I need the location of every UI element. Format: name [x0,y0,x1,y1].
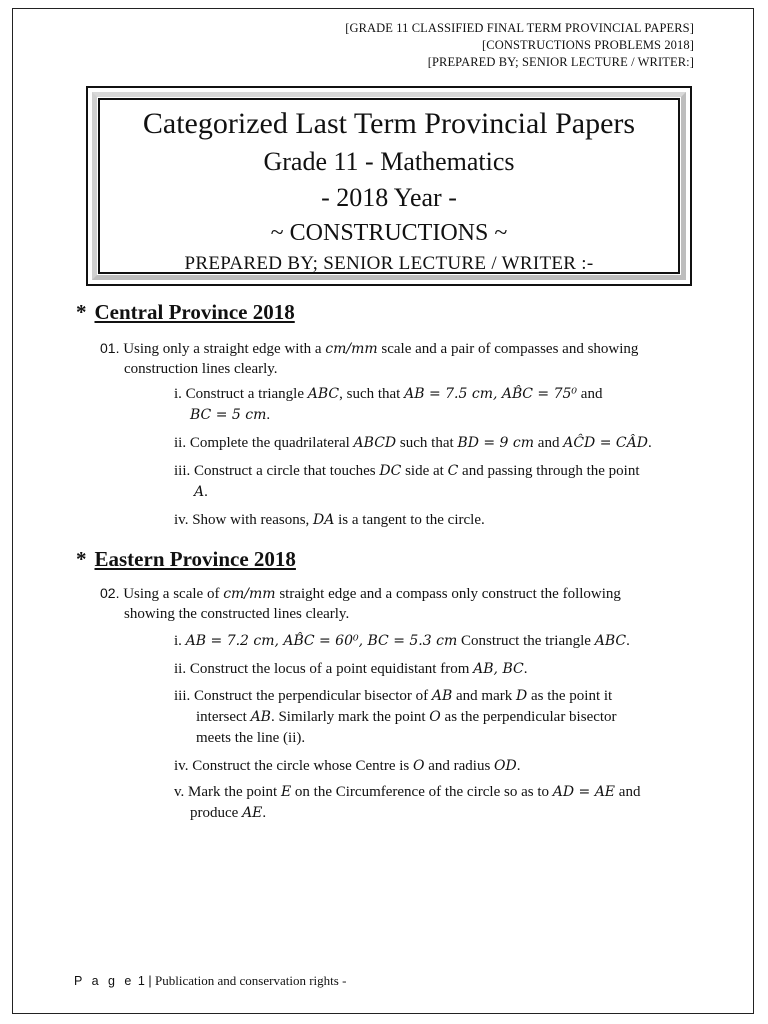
part-text: Construct a triangle [181,386,308,402]
part-text: Show with reasons, [188,512,314,528]
math-expression: OD [494,758,517,774]
math-expression: AE [242,805,263,821]
page-word: P a g e [74,974,135,988]
math-expression: AB = 7.2 cm, AB̂C = 60⁰, BC = 5.3 cm [185,633,458,649]
part-text: is a tangent to the circle. [334,512,485,528]
document-year: - 2018 Year - [321,183,457,212]
part-text: . [647,435,652,451]
bullet-star: * [76,547,87,571]
math-expression: ABC [307,386,340,402]
question-text: scale and a pair of compasses and showing [377,341,639,357]
rights-text: Publication and conservation rights - [155,973,347,988]
section-heading-central [76,300,295,325]
part-label: ii. [174,435,187,451]
part-text: . [516,758,521,774]
math-expression: DA [313,512,335,528]
question-text: Using only a straight edge with a [123,341,326,357]
math-expression: BD = 9 cm [457,435,535,451]
part-label: v. [174,784,185,800]
section-title: Eastern Province 2018 [94,547,296,571]
part-label: iii. [174,688,191,704]
math-expression: cm/mm [223,586,276,602]
part-2-i [174,631,704,652]
part-text: produce [190,805,243,821]
part-text: . [262,805,267,821]
part-label: iv. [174,758,189,774]
document-subject: Grade 11 - Mathematics [263,147,515,176]
bullet-star: * [76,300,87,324]
part-text: Construct the triangle [457,633,595,649]
math-expression: O [412,758,425,774]
section-title: Central Province 2018 [94,300,295,324]
header-line-2: [CONSTRUCTIONS PROBLEMS 2018] [482,38,694,52]
part-text: Construct the circle whose Centre is [188,758,413,774]
title-box [86,86,692,286]
part-text: Mark the point [184,784,281,800]
math-expression: AD = AE [552,784,616,800]
part-text: and mark [452,688,516,704]
math-expression: DC [379,463,402,479]
part-label: i. [174,386,182,402]
page-footer [74,973,346,989]
document-topic: ~ CONSTRUCTIONS ~ [270,220,508,246]
math-expression: BC = 5 cm [190,407,267,423]
part-text: . Similarly mark the point [270,709,430,725]
part-text: Construct a circle that touches [190,463,380,479]
part-2-iii [174,686,704,749]
part-text: Complete the quadrilateral [186,435,354,451]
question-text: straight edge and a compass only construct the following [275,586,621,602]
question-02 [100,583,700,624]
header-line-3: [PREPARED BY; SENIOR LECTURE / WRITER:] [427,55,694,69]
part-1-iv [174,510,704,531]
question-text: Using a scale of [123,586,224,602]
part-label: iii. [174,463,191,479]
part-text: on the Circumference of the circle so as to [291,784,553,800]
math-expression: AB [250,709,271,725]
math-expression: AB = 7.5 cm, AB̂C = 75⁰ [404,386,578,402]
question-text: showing the constructed lines clearly. [124,606,350,622]
math-expression: AĈD = CÂD [563,435,648,451]
math-expression: ABC [594,633,627,649]
page-header [345,20,694,71]
title-box-inner [98,98,680,274]
part-text: meets the line (ii). [196,730,306,746]
math-expression: ABCD [353,435,397,451]
part-text: . [523,661,528,677]
part-text: . [204,484,208,500]
prepared-by: PREPARED BY; SENIOR LECTURE / WRITER :- [184,253,594,274]
part-text: as the point it [527,688,613,704]
math-expression: O [429,709,441,725]
math-expression: A [194,484,205,500]
part-text: as the perpendicular bisector [440,709,617,725]
part-text: such that [396,435,458,451]
part-label: ii. [174,661,187,677]
part-text: side at [401,463,448,479]
question-01 [100,338,700,379]
document-title: Categorized Last Term Provincial Papers [142,107,636,140]
part-text: and [577,386,603,402]
math-expression: C [447,463,459,479]
part-text: and passing through the point [458,463,640,479]
part-text: Construct the locus of a point equidistant from [186,661,474,677]
header-line-1: [GRADE 11 CLASSIFIED FINAL TERM PROVINCIAL PAPERS] [345,21,694,35]
question-number: 02. [100,585,120,601]
question-number: 01. [100,340,120,356]
part-text: Construct the perpendicular bisector of [190,688,432,704]
part-text: intersect [196,709,251,725]
math-expression: AB, BC [473,661,524,677]
part-1-i [174,384,704,426]
part-text: and [615,784,641,800]
section-heading-eastern [76,547,296,572]
footer-separator: | [148,974,152,988]
part-label: iv. [174,512,189,528]
question-text: construction lines clearly. [124,361,278,377]
math-expression: AB [431,688,453,704]
part-text: . [626,633,630,649]
math-expression: D [516,688,528,704]
part-2-v [174,782,704,824]
part-text: and [534,435,564,451]
page-number: 1 [137,974,145,988]
part-label: i. [174,633,182,649]
part-1-iii [174,461,704,503]
part-text: . [266,407,271,423]
part-text: and radius [424,758,495,774]
part-1-ii [174,433,704,454]
part-2-ii [174,659,704,680]
part-2-iv [174,756,704,777]
part-text: , such that [339,386,405,402]
math-expression: cm/mm [325,341,378,357]
math-expression: E [280,784,292,800]
